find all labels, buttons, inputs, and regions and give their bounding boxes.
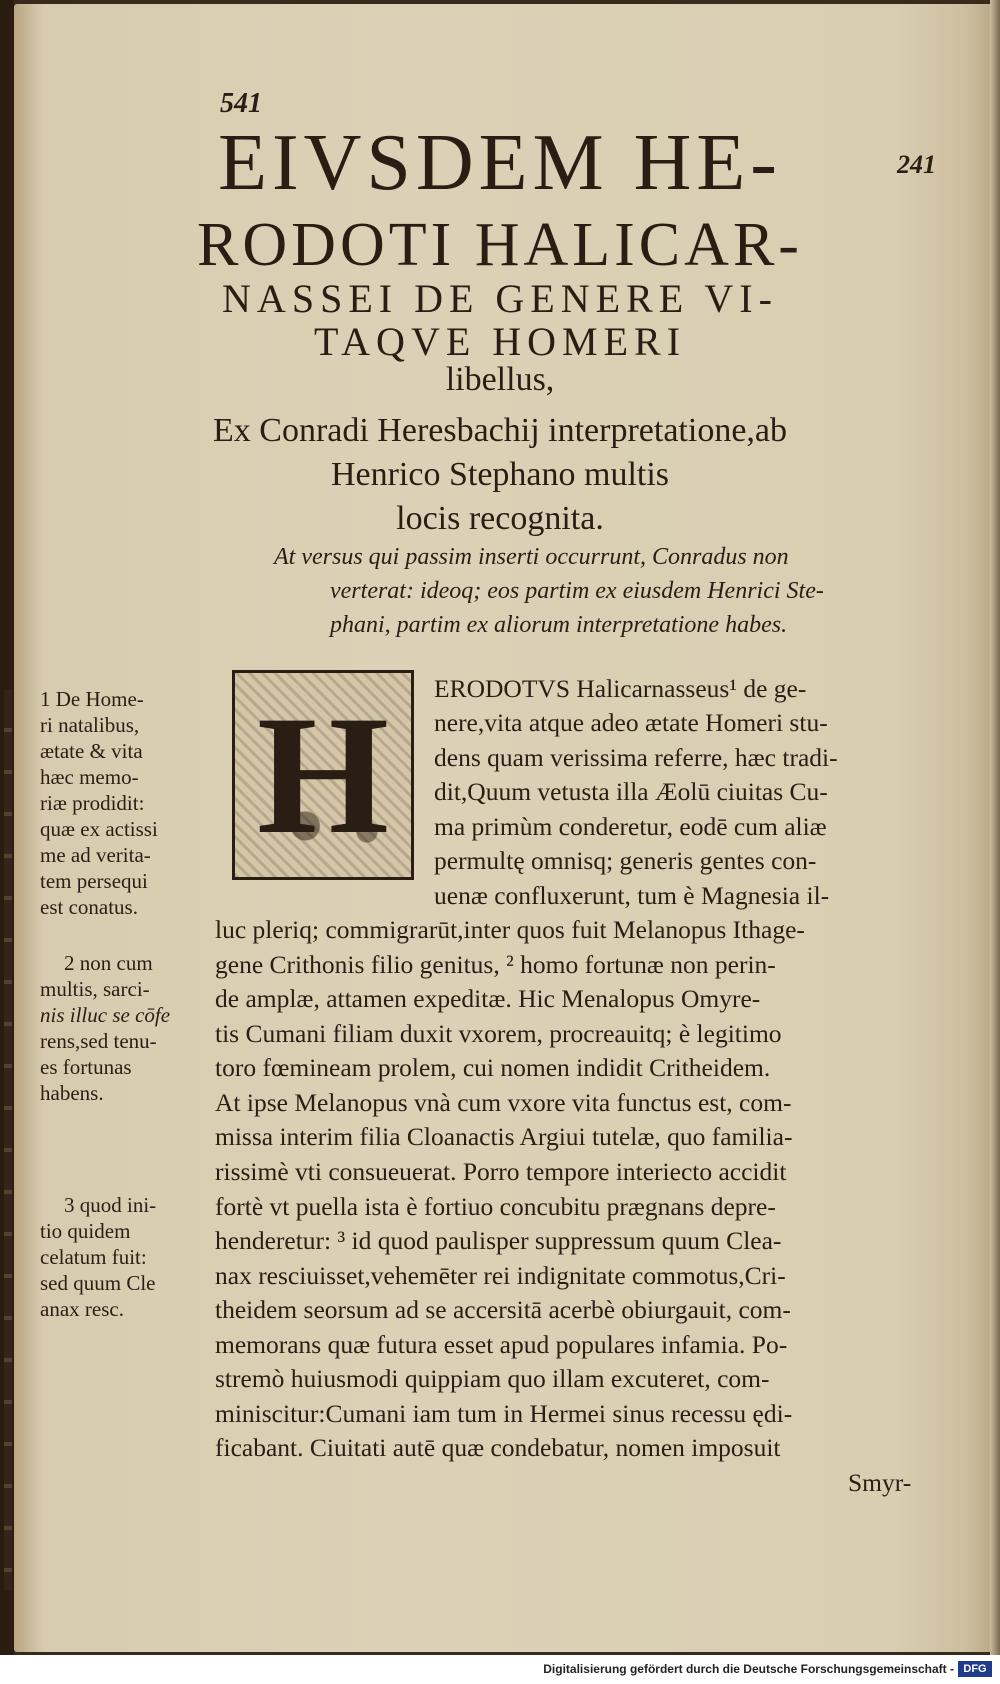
margin-note-2-line: 2 non cum bbox=[64, 951, 153, 975]
title-line-5: libellus, bbox=[445, 361, 555, 398]
body-line: de amplæ, attamen expeditæ. Hic Menalopus Omyre- bbox=[215, 984, 761, 1013]
digitization-footer bbox=[0, 1655, 1000, 1684]
italic-note-line-1: At versus qui passim inserti occurrunt, Conradus non bbox=[274, 544, 789, 570]
page-number: 541 bbox=[220, 88, 262, 119]
dfg-logo-icon: DFG bbox=[958, 1661, 992, 1677]
margin-note-2-line: rens,sed tenu- bbox=[40, 1029, 157, 1053]
title-line-3: NASSEI DE GENERE VI- bbox=[222, 276, 778, 321]
margin-note-3-line: sed quum Cle bbox=[40, 1271, 156, 1295]
body-line: fortè vt puella ista è fortiuo concubitu prægnans depre- bbox=[215, 1192, 776, 1221]
margin-note-1-line: quæ ex actissi bbox=[40, 817, 158, 841]
title-line-7: Henrico Stephano multis bbox=[330, 456, 670, 493]
body-line: At ipse Melanopus vnà cum vxore vita functus est, com- bbox=[215, 1088, 792, 1117]
body-line: stremò huiusmodi quippiam quo illam excuteret, com- bbox=[215, 1364, 770, 1393]
margin-note-1-line: hæc memo- bbox=[40, 765, 139, 789]
margin-note-3-line: 3 quod ini- bbox=[64, 1193, 157, 1217]
italic-note-line-2: verterat: ideoq; eos partim ex eiusdem Henrici Ste- bbox=[330, 578, 824, 604]
initial-letter: H bbox=[256, 681, 390, 869]
margin-note-2-line: multis, sarci- bbox=[40, 977, 150, 1001]
title-line-2: RODOTI HALICAR- bbox=[197, 211, 803, 279]
margin-note-1-line: me ad verita- bbox=[40, 843, 151, 867]
body-line: rissimè vti consueuerat. Porro tempore interiecto accidit bbox=[215, 1157, 787, 1186]
body-line: nax resciuisset,vehemēter rei indignitate commotus,Cri- bbox=[215, 1261, 786, 1290]
margin-note-1-line: est conatus. bbox=[40, 895, 138, 919]
title-line-6: Ex Conradi Heresbachij interpretatione,ab bbox=[213, 412, 787, 449]
margin-note-2-line: habens. bbox=[40, 1081, 104, 1105]
margin-note-2-line: es fortunas bbox=[40, 1055, 132, 1079]
body-line: luc pleriq; commigrarūt,inter quos fuit Melanopus Ithage- bbox=[215, 915, 805, 944]
margin-note-3-line: anax resc. bbox=[40, 1297, 124, 1321]
margin-note-1-line: riæ prodidit: bbox=[40, 791, 145, 815]
decorated-initial bbox=[232, 670, 414, 880]
body-line: ficabant. Ciuitati autē quæ condebatur, nomen imposuit bbox=[215, 1433, 781, 1462]
body-line: dit,Quum vetusta illa Æolū ciuitas Cu- bbox=[434, 777, 828, 806]
body-line: missa interim filia Cloanactis Argiui tutelæ, quo familia- bbox=[215, 1122, 793, 1151]
body-line: dens quam verissima referre, hæc tradi- bbox=[434, 743, 838, 772]
margin-note-2-line: nis illuc se cōfe bbox=[40, 1003, 171, 1027]
body-line: henderetur: ³ id quod paulisper suppressum quum Clea- bbox=[215, 1226, 782, 1255]
italic-note-line-3: phani, partim ex aliorum interpretatione habes. bbox=[330, 612, 788, 638]
body-line: tis Cumani filiam duxit vxorem, procreauitq; è legitimo bbox=[215, 1019, 782, 1048]
body-line: memorans quæ futura esset apud populares infamia. Po- bbox=[215, 1330, 788, 1359]
body-line: ma primùm conderetur, eodē cum aliæ bbox=[434, 812, 827, 841]
body-line: nere,vita atque adeo ætate Homeri stu- bbox=[434, 708, 828, 737]
margin-note-1-line: tem persequi bbox=[40, 869, 148, 893]
body-line: uenæ confluxerunt, tum è Magnesia il- bbox=[434, 881, 830, 910]
title-line-8: locis recognita. bbox=[396, 500, 604, 537]
body-line: miniscitur:Cumani iam tum in Hermei sinus recessu ędi- bbox=[215, 1399, 793, 1428]
margin-note-1-line: ætate & vita bbox=[40, 739, 143, 763]
body-line: gene Crithonis filio genitus, ² homo fortunæ non perin- bbox=[215, 950, 776, 979]
margin-note-3-line: tio quidem bbox=[40, 1219, 131, 1243]
body-line: toro fœmineam prolem, cui nomen indidit Critheidem. bbox=[215, 1053, 771, 1082]
title-line-1: EIVSDEM HE- bbox=[218, 119, 782, 207]
funding-credit: Digitalisierung gefördert durch die Deutsche Forschungsgemeinschaft - bbox=[543, 1662, 954, 1676]
margin-note-3-line: celatum fuit: bbox=[40, 1245, 147, 1269]
catchword-bottom: Smyr- bbox=[848, 1468, 912, 1497]
title-line-4: TAQVE HOMERI bbox=[313, 319, 687, 364]
body-line: theidem seorsum ad se accersitā acerbè obiurgauit, com- bbox=[215, 1295, 791, 1324]
binding-edge bbox=[4, 690, 12, 1590]
margin-note-1-line: 1 De Home- bbox=[40, 687, 144, 711]
body-line: permultę omnisq; generis gentes con- bbox=[434, 846, 817, 875]
margin-note-1-line: ri natalibus, bbox=[40, 713, 140, 737]
body-line: ERODOTVS Halicarnasseus¹ de ge- bbox=[434, 674, 807, 703]
top-catchword: 241 bbox=[897, 150, 936, 179]
